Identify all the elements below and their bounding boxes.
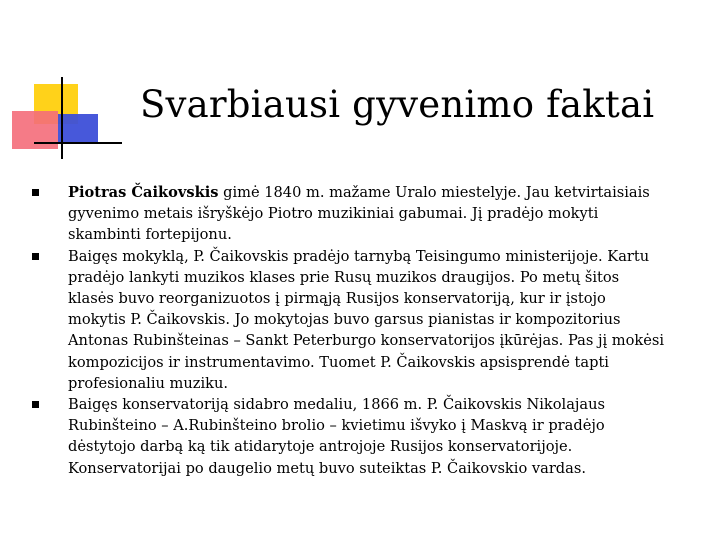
logo-horizontal-line [34, 142, 122, 144]
bullet-text: Baigęs mokyklą, P. Čaikovskis pradėjo tarnybą Teisingumo ministerijoje. Kartu pradėjo lankyti muzikos klases prie Rusų muzikos draugijos. Po metų šitos klasės buvo reorganizuotos į pirmąją Rusijos konservatoriją, kur ir įstojo mokytis P. Čaikovskis. Jo mokytojas buvo garsus pianistas ir kompozitorius Antonas Rubinšteinas – Sankt Peterburgo konservatorijos įkūrėjas. Pas jį mokėsi kompozicijos ir instrumentavimo. Tuomet P. Čaikovskis apsisprendė tapti profesionaliu muziku. [68, 247, 665, 392]
bullet-item-2 [26, 246, 666, 394]
slide-title: Svarbiausi gyvenimo faktai [140, 83, 655, 126]
bullet-lead-name: Piotras Čaikovskis [68, 184, 219, 201]
bullet-list [26, 182, 666, 479]
bullet-item-1 [26, 182, 666, 246]
bullet-text: gimė 1840 m. mažame Uralo miestelyje. Jau ketvirtaisiais gyvenimo metais išryškėjo Piotro muzikiniai gabumai. Jį pradėjo mokyti skambinti fortepijonu. [68, 184, 650, 244]
decorative-logo [0, 0, 130, 170]
bullet-item-3 [26, 394, 666, 479]
square-bullet-icon [32, 401, 39, 408]
logo-blue-square [58, 114, 98, 144]
bullet-text: Baigęs konservatoriją sidabro medaliu, 1866 m. P. Čaikovskis Nikolajaus Rubinšteino – A.Rubinšteino brolio – kvietimu išvyko į Maskvą ir pradėjo dėstytojo darbą ką tik atidarytoje antrojoje Rusijos konservatorijoje. Konservatorijai po daugelio metų buvo suteiktas P. Čaikovskio vardas. [68, 396, 606, 477]
square-bullet-icon [32, 189, 39, 196]
square-bullet-icon [32, 253, 39, 260]
logo-vertical-line [61, 77, 63, 159]
